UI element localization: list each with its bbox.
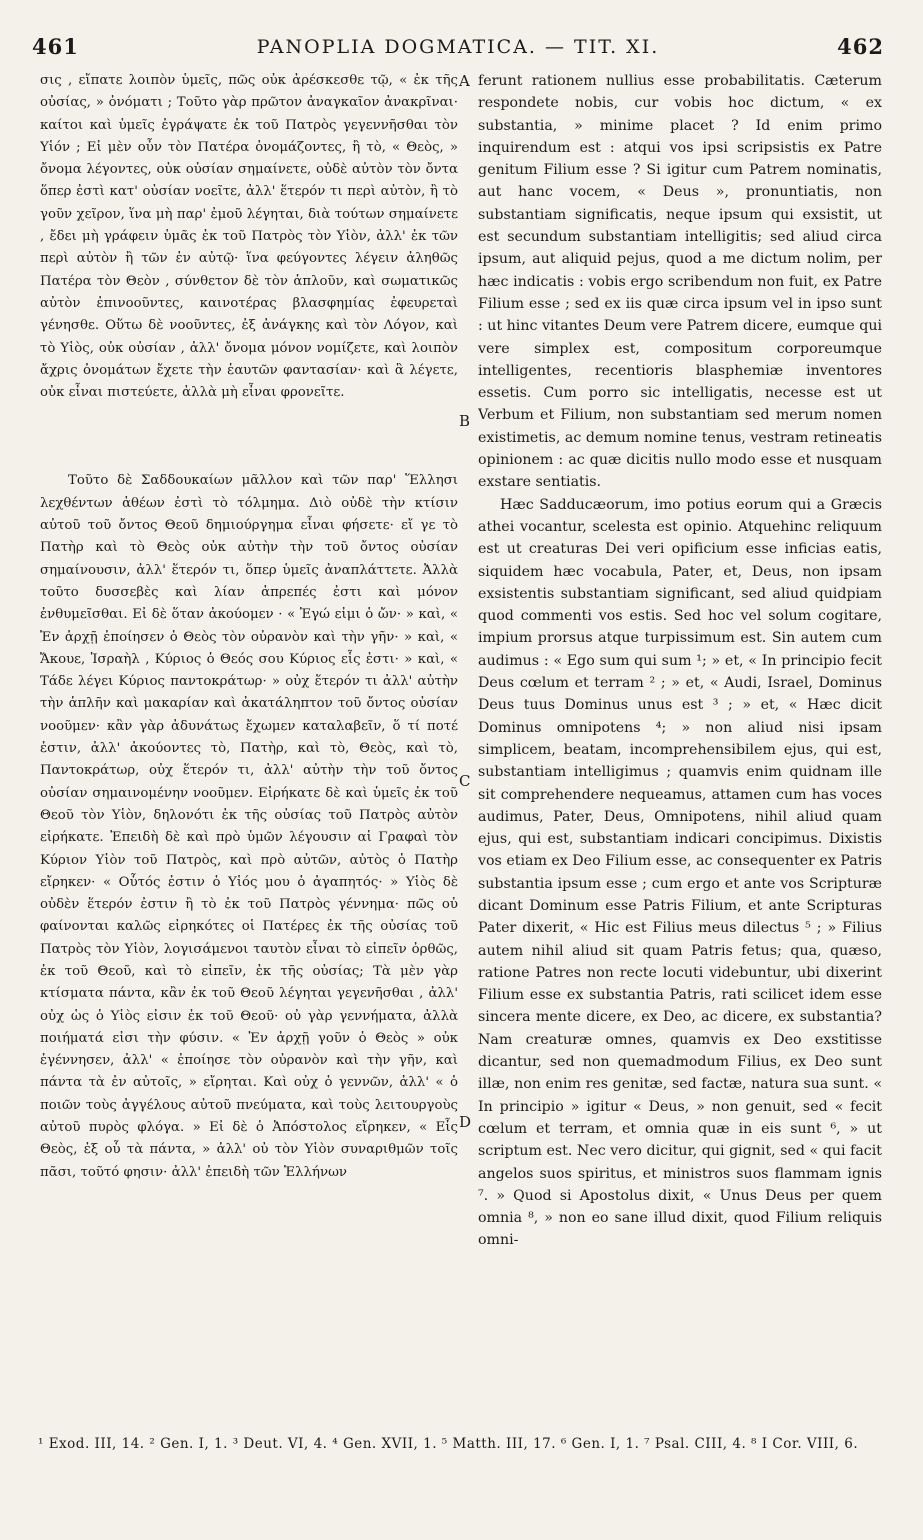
margin-letter-d: D <box>459 1113 472 1131</box>
greek-paragraph-1: σις , εἴπατε λοιπὸν ὑμεῖς, πῶς οὐκ ἀρέσκεσθε τῷ, « ἐκ τῆς οὐσίας, » ὀνόματι ; Τοῦτο γὰρ πρῶτον ἀναγκαῖον ἀνακρῖναι· καίτοι καὶ ὑμεῖς ἐγράψατε ἐκ τοῦ Πατρὸς γεγεννῆσθαι τὸν Υἱόν ; Εἰ μὲν οὖν τὸν Πατέρα ὀνομάζοντες, ἢ τὸ, « Θεὸς, » ὄνομα λέγοντες, οὐκ οὐσίαν σημαίνετε, οὐδὲ αὐτὸν τὸν ὄντα ὅπερ ἐστὶ κατ' οὐσίαν νοεῖτε, ἀλλ' ἕτερόν τι περὶ αὐτὸν, ἢ τὸ γοῦν χεῖρον, ἵνα μὴ παρ' ἐμοῦ λέγηται, διὰ τούτων σημαίνετε , ἔδει μὴ γράφειν ὑμᾶς ἐκ τοῦ Πατρὸς τὸν Υἱὸν, ἀλλ' ἐκ τῶν περὶ αὐτὸν ἢ τῶν ἐν αὐτῷ· ἵνα φεύγοντες λέγειν ἀληθῶς Πατέρα τὸν Θεὸν , σύνθετον δὲ τὸν ἁπλοῦν, καὶ σωματικῶς αὐτὸν ἐπινοοῦντες, καινοτέρας βλασφημίας ἐφευρεταὶ γένησθε. Οὕτω δὲ νοοῦντες, ἐξ ἀνάγκης καὶ τὸν Λόγον, καὶ τὸ Υἱὸς, οὐκ οὐσίαν , ἀλλ' ὄνομα μόνον νομίζετε, καὶ λοιπὸν ἄχρις ὀνομάτων ἔχετε τὴν ἑαυτῶν φαντασίαν· καὶ ἃ λέγετε, οὐκ εἶναι πιστεύετε, ἀλλὰ μὴ εἶναι φρονεῖτε. <box>40 73 458 401</box>
margin-letter-a: A <box>459 72 470 90</box>
page-header <box>32 34 884 64</box>
greek-column <box>40 70 458 1184</box>
greek-paragraph-2: Τοῦτο δὲ Σαδδουκαίων μᾶλλον καὶ τῶν παρ' Ἕλλησι λεχθέντων ἀθέων ἐστὶ τὸ τόλμημα. Διὸ οὐδὲ τὴν κτίσιν αὐτοῦ τοῦ ὄντος Θεοῦ δημιούργημα εἶναι φήσετε· εἴ γε τὸ Πατὴρ καὶ τὸ Θεὸς οὐκ αὐτὴν τὴν τοῦ ὄντος οὐσίαν σημαίνουσιν, ἀλλ' ἕτερόν τι, ὅπερ ὑμεῖς ἀναπλάττετε. Ἀλλὰ τοῦτο δυσσεβὲς καὶ λίαν ἀπρεπές ἐστι καὶ μόνον ἐνθυμεῖσθαι. Εἰ δὲ ὅταν ἀκούομεν · « Ἐγώ εἰμι ὁ ὤν· » καὶ, « Ἐν ἀρχῇ ἐποίησεν ὁ Θεὸς τὸν οὐρανὸν καὶ τὴν γῆν· » καὶ, « Ἄκουε, Ἰσραὴλ , Κύριος ὁ Θεός σου Κύριος εἷς ἐστι· » καὶ, « Τάδε λέγει Κύριος παντοκράτωρ· » οὐχ ἕτερόν τι ἀλλ' αὐτὴν τὴν ἁπλῆν καὶ μακαρίαν καὶ ἀκατάληπτον τοῦ ὄντος οὐσίαν νοοῦμεν· κἂν γὰρ ἀδυνάτως ἔχωμεν καταλαβεῖν, ὅ τί ποτέ ἐστιν, ἀλλ' ἀκούοντες τὸ, Πατὴρ, καὶ τὸ, Θεὸς, καὶ τὸ, Παντοκράτωρ, οὐχ ἕτερόν τι, ἀλλ' αὐτὴν τὴν τοῦ ὄντος οὐσίαν σημαινομένην νοοῦμεν. Εἰρήκατε δὲ καὶ ὑμεῖς ἐκ τοῦ Θεοῦ τὸν Υἱὸν, δηλονότι ἐκ τῆς οὐσίας τοῦ Πατρὸς αὐτὸν εἰρήκατε. Ἐπειδὴ δὲ καὶ πρὸ ὑμῶν λέγουσιν αἱ Γραφαὶ τὸν Κύριον Υἱὸν τοῦ Πατρὸς, καὶ πρὸ αὐτῶν, αὐτὸς ὁ Πατὴρ εἴρηκεν· « Οὗτός ἐστιν ὁ Υἱός μου ὁ ἀγαπητός· » Υἱὸς δὲ οὐδὲν ἕτερόν ἐστιν ἢ τὸ ἐκ τοῦ Πατρὸς γέννημα· πῶς οὐ φαίνονται καλῶς εἰρηκότες οἱ Πατέρες ἐκ τῆς οὐσίας τοῦ Πατρὸς τὸν Υἱὸν, λογισάμενοι ταυτὸν εἶναι τὸ εἰπεῖν ὀρθῶς, ἐκ τοῦ Θεοῦ, καὶ τὸ εἰπεῖν, ἐκ τῆς οὐσίας; Τὰ μὲν γὰρ κτίσματα πάντα, κἂν ἐκ τοῦ Θεοῦ λέγηται γεγενῆσθαι , ἀλλ' οὐχ ὡς ὁ Υἱὸς εἰσιν ἐκ τοῦ Θεοῦ· οὐ γὰρ γεννήματα, ἀλλὰ ποιήματά εἰσι τὴν φύσιν. « Ἐν ἀρχῇ γοῦν ὁ Θεὸς » οὐκ ἐγέννησεν, ἀλλ' « ἐποίησε τὸν οὐρανὸν καὶ τὴν γῆν, καὶ πάντα τὰ ἐν αὐτοῖς, » εἴρηται. Καὶ οὐχ ὁ γεννῶν, ἀλλ' « ὁ ποιῶν τοὺς ἀγγέλους αὐτοῦ πνεύματα, καὶ τοὺς λειτουργοὺς αὐτοῦ πυρὸς φλόγα. » Εἰ δὲ ὁ Ἀπόστολος εἴρηκεν, « Εἷς Θεὸς, ἐξ οὗ τὰ πάντα, » ἀλλ' οὐ τὸν Υἱὸν συναριθμῶν τοῖς πᾶσι, τοῦτό φησιν· ἀλλ' ἐπειδὴ τῶν Ἑλλήνων <box>40 473 458 1180</box>
right-page-number: 462 <box>837 34 884 59</box>
margin-letter-c: C <box>459 772 471 790</box>
latin-paragraph-1: ferunt rationem nullius esse probabilitatis. Cæterum respondete nobis, cur vobis hoc dictum, « ex substantia, » minime placet ? Id enim primo inquirendum est : atqui vos ipsi scripsistis ex Patre genitum Filium esse ? Si igitur cum Patrem nominatis, aut hanc vocem, « Deus », pronuntiatis, non substantiam significatis, neque ipsum qui exsistit, ut est secundum substantiam intelligitis; sed aliud circa ipsum, aut aliquid pejus, quod a me dictum nolim, per hæc indicatis : vobis ergo scribendum non fuit, ex Patre Filium esse ; sed ex iis quæ circa ipsum vel in ipso sunt : ut hinc vitantes Deum vere Patrem dicere, eumque qui vere simplex est, compositum corporeumque intelligentes, recentioris blasphemiæ inventores essetis. Cum porro sic intelligatis, necesse est ut Verbum et Filium, non substantiam sed merum nomen existimetis, ac demum nomine tenus, vestram retineatis opinionem : ac quæ dicitis nullo modo esse et nusquam exstare sentiatis. <box>478 73 882 491</box>
footnotes: ¹ Exod. III, 14. ² Gen. I, 1. ³ Deut. VI, 4. ⁴ Gen. XVII, 1. ⁵ Matth. III, 17. ⁶ Gen. I, 1. ⁷ Psal. CIII, 4. ⁸ I Cor. VIII, 6. <box>38 1436 859 1452</box>
margin-letter-b: B <box>459 412 471 430</box>
left-page-number: 461 <box>32 34 79 59</box>
latin-column <box>478 70 882 1252</box>
latin-paragraph-2: Hæc Sadducæorum, imo potius eorum qui a Græcis athei vocantur, scelesta est opinio. Atquehinc reliquum est ut creaturas Dei veri opificium esse inficias eatis, siquidem hæc vocabula, Pater, et, Deus, non ipsam exsistentis substantiam significant, sed aliud quidpiam quod commenti vos estis. Sed hoc vel solum cogitare, impium prorsus atque turpissimum est. Sin autem cum audimus : « Ego sum qui sum ¹; » et, « In principio fecit Deus cœlum et terram ² ; » et, « Audi, Israel, Dominus Deus tuus Dominus unus est ³ ; » et, « Hæc dicit Dominus omnipotens ⁴; » non aliud nisi ipsam simplicem, beatam, incomprehensibilem ejus, qui est, substantiam intelligimus ; quamvis enim quidnam ille sit comprehendere nequeamus, attamen cum has voces audimus, Pater, Deus, Omnipotens, nihil aliud quam ejus, qui est, substantiam indicari concipimus. Dixistis vos etiam ex Deo Filium esse, ac consequenter ex Patris substantia ipsum esse ; cum ergo et ante vos Scripturæ dicant Dominum esse Patris Filium, et ante Scripturas Pater dixerit, « Hic est Filius meus dilectus ⁵ ; » Filius autem nihil aliud sit quam Patris fetus; qua, quæso, ratione Patres non recte locuti videbuntur, ubi dixerint Filium esse ex substantia Patris, rati scilicet idem esse sincera mente dicere, ex Deo, ac dicere, ex substantia? Nam creaturæ omnes, quamvis ex Deo exstitisse dicantur, sed non quemadmodum Filius, ex Deo sunt illæ, non enim res genitæ, sed factæ, natura sua sunt. « In principio » igitur « Deus, » non genuit, sed « fecit cœlum et terram, et omnia quæ in eis sunt ⁶, » ut scriptum est. Nec vero dicitur, qui gignit, sed « qui facit angelos suos spiritus, et ministros suos flammam ignis ⁷. » Quod si Apostolus dixit, « Unus Deus per quem omnia ⁸, » non eo sane illud dixit, quod Filium reliquis omni- <box>478 496 882 1249</box>
running-title: PANOPLIA DOGMATICA. — TIT. XI. <box>256 36 660 58</box>
